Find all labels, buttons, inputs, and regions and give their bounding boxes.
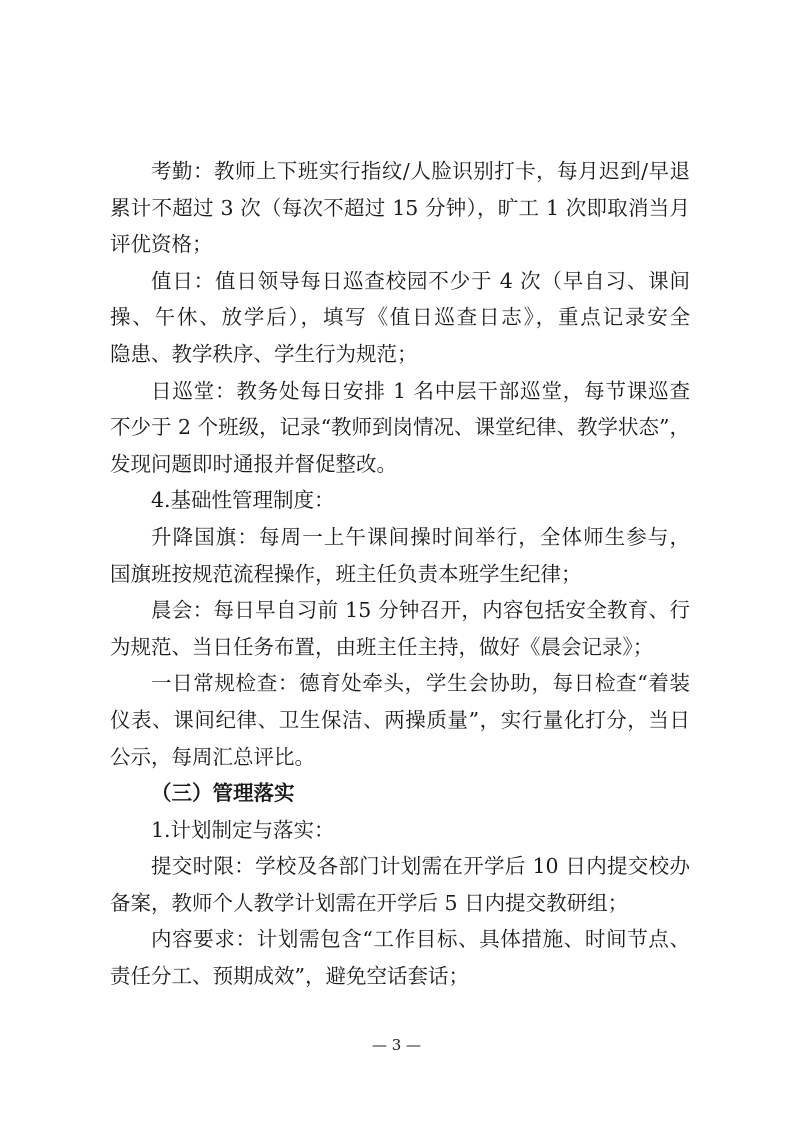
paragraph-line: 升降国旗：每周一上午课间操时间举行，全体师生参与， (151, 524, 690, 549)
paragraph-line: 操、午休、放学后），填写《值日巡查日志》，重点记录安全 (110, 305, 690, 330)
document-body (110, 153, 690, 995)
paragraph-line: 提交时限：学校及各部门计划需在开学后 10 日内提交校办 (151, 854, 690, 879)
paragraph-line: 隐患、教学秩序、学生行为规范； (110, 341, 418, 366)
paragraph-line: 考勤：教师上下班实行指纹/人脸识别打卡，每月迟到/早退 (151, 159, 690, 183)
paragraph-line: 日巡堂：教务处每日安排 1 名中层干部巡堂，每节课巡查 (151, 378, 690, 403)
section-heading: （三）管理落实 (151, 781, 295, 806)
paragraph-line: 国旗班按规范流程操作，班主任负责本班学生纪律； (110, 561, 582, 586)
paragraph-line: 晨会：每日早自习前 15 分钟召开，内容包括安全教育、行 (151, 598, 690, 623)
paragraph-line: 为规范、当日任务布置，由班主任主持，做好《晨会记录》； (110, 634, 654, 659)
paragraph-line: 不少于 2 个班级，记录“教师到岗情况、课堂纪律、教学状态”， (110, 415, 690, 440)
paragraph-line: 仪表、课间纪律、卫生保洁、两操质量”，实行量化打分，当日 (110, 707, 690, 732)
paragraph-line: 值日：值日领导每日巡查校园不少于 4 次（早自习、课间 (151, 268, 690, 293)
paragraph-line: 备案，教师个人教学计划需在开学后 5 日内提交教研组； (110, 890, 629, 915)
paragraph-line: 责任分工、预期成效”，避免空话套话； (110, 964, 469, 989)
paragraph-line: 公示，每周汇总评比。 (110, 744, 315, 769)
page-number: — 3 — (371, 1036, 422, 1054)
paragraph-line: 累计不超过 3 次（每次不超过 15 分钟），旷工 1 次即取消当月 (110, 195, 690, 220)
paragraph-line: 一日常规检查：德育处牵头，学生会协助，每日检查“着装 (151, 671, 690, 696)
section-subheading: 4.基础性管理制度： (151, 488, 335, 513)
paragraph-line: 发现问题即时通报并督促整改。 (110, 451, 397, 476)
section-subheading: 1.计划制定与落实： (151, 817, 335, 842)
paragraph-line: 内容要求：计划需包含“工作目标、具体措施、时间节点、 (151, 927, 690, 952)
paragraph-line: 评优资格； (110, 232, 213, 257)
